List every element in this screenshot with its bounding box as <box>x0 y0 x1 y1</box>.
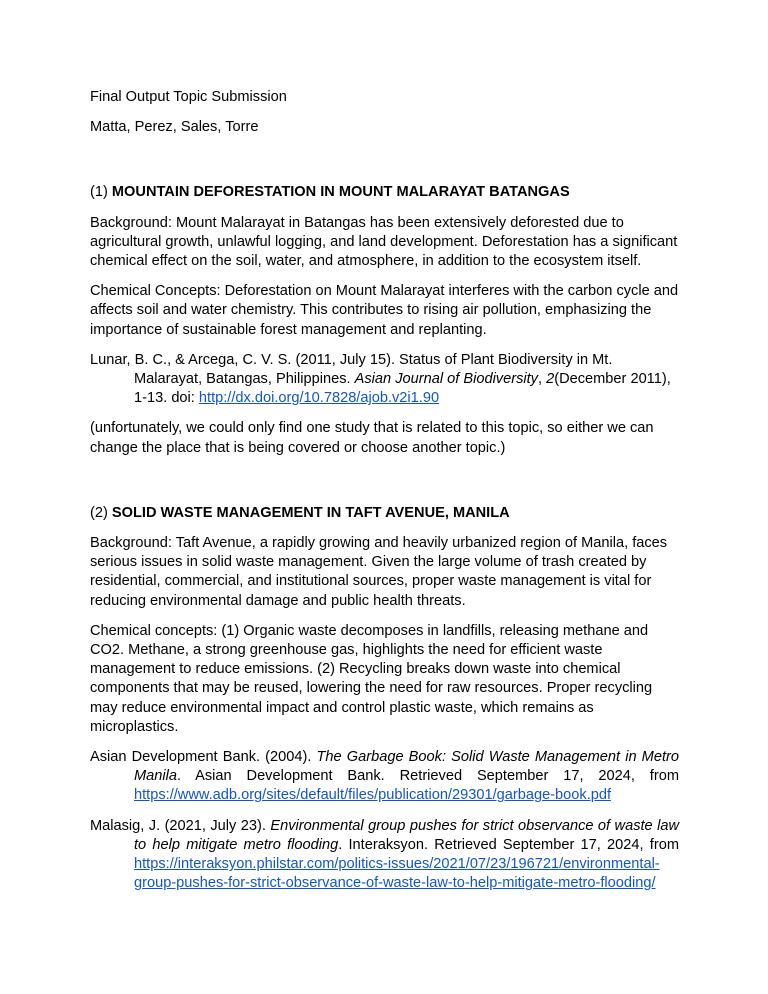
topic-1-background: Background: Mount Malarayat in Batangas has been extensively deforested due to agricultural growth, unlawful logging, and land development. Deforestation has a significant chemical effect on the soil, water, and atmosphere, in addition to the ecosystem itself. <box>90 214 678 270</box>
ref-url-link[interactable]: https://www.adb.org/sites/default/files/publication/29301/garbage-book.pdf <box>134 787 612 804</box>
ref-details: . Interaksyon. Retrieved September 17, 2024, from <box>338 836 679 853</box>
ref-url-link[interactable]: https://interaksyon.philstar.com/politics-issues/2021/07/23/196721/environmental-group-pushes-for-strict-observance-of-waste-law-to-help-mitigate-metro-flooding/ <box>134 856 660 892</box>
topic-1-reference-1 <box>90 351 679 409</box>
ref-author: Malasig, J. (2021, July 23). <box>90 817 271 834</box>
ref-authors: Lunar, B. C., & Arcega, C. V. S. (2011, July 15). Status of Plant Biodiversity in Mt. Malarayat, Batangas, Philippines. <box>90 351 613 388</box>
topic-2-title: SOLID WASTE MANAGEMENT IN TAFT AVENUE, MANILA <box>111 504 510 521</box>
topic-2-reference-1 <box>90 748 679 806</box>
ref-title: The Garbage Book: Solid Waste Management in Metro Manila <box>134 749 679 785</box>
ref-author: Asian Development Bank. (2004). <box>90 749 317 766</box>
ref-volume: 2 <box>546 371 555 388</box>
topic-2-heading <box>90 504 679 523</box>
ref-journal: Asian Journal of Biodiversity <box>354 371 538 388</box>
document-authors: Matta, Perez, Sales, Torre <box>90 119 259 136</box>
topic-1-number: (1) <box>90 184 112 201</box>
topic-1-note: (unfortunately, we could only find one study that is related to this topic, so either we can change the place that is being covered or choose another topic.) <box>90 420 654 456</box>
ref-separator: , <box>537 371 547 388</box>
ref-doi-link[interactable]: http://dx.doi.org/10.7828/ajob.v2i1.90 <box>198 390 440 407</box>
topic-1-chemical-concepts: Chemical Concepts: Deforestation on Mount Malarayat interferes with the carbon cycle and affects soil and water chemistry. This contributes to rising air pollution, emphasizing the importance of sustainable forest management and replanting. <box>90 283 679 338</box>
ref-details: (December 2011), 1-13. doi: <box>134 371 671 407</box>
topic-1-heading <box>90 183 679 202</box>
topic-2-number: (2) <box>90 504 112 521</box>
topic-2-reference-2 <box>90 817 679 894</box>
document-body <box>90 88 679 905</box>
topic-2-chemical-concepts: Chemical concepts: (1) Organic waste decomposes in landfills, releasing methane and CO2. Methane, a strong greenhouse gas, highlights the need for efficient waste management to reduce emissions. (2) Recycling breaks down waste into chemical components that may be reused, lowering the need for raw resources. Proper recycling may reduce environmental impact and control plastic waste, which remains as microplastics. <box>90 622 653 735</box>
ref-title: Environmental group pushes for strict observance of waste law to help mitigate metro flooding <box>134 817 679 853</box>
topic-2-background: Background: Taft Avenue, a rapidly growing and heavily urbanized region of Manila, faces serious issues in solid waste management. Given the large volume of trash created by residential, commercial, and institutional sources, proper waste management is vital for reducing environmental damage and public health threats. <box>90 535 668 609</box>
ref-details: . Asian Development Bank. Retrieved September 17, 2024, from <box>177 768 679 785</box>
document-title: Final Output Topic Submission <box>90 89 287 105</box>
topic-1-title: MOUNTAIN DEFORESTATION IN MOUNT MALARAYAT BATANGAS <box>111 184 570 201</box>
